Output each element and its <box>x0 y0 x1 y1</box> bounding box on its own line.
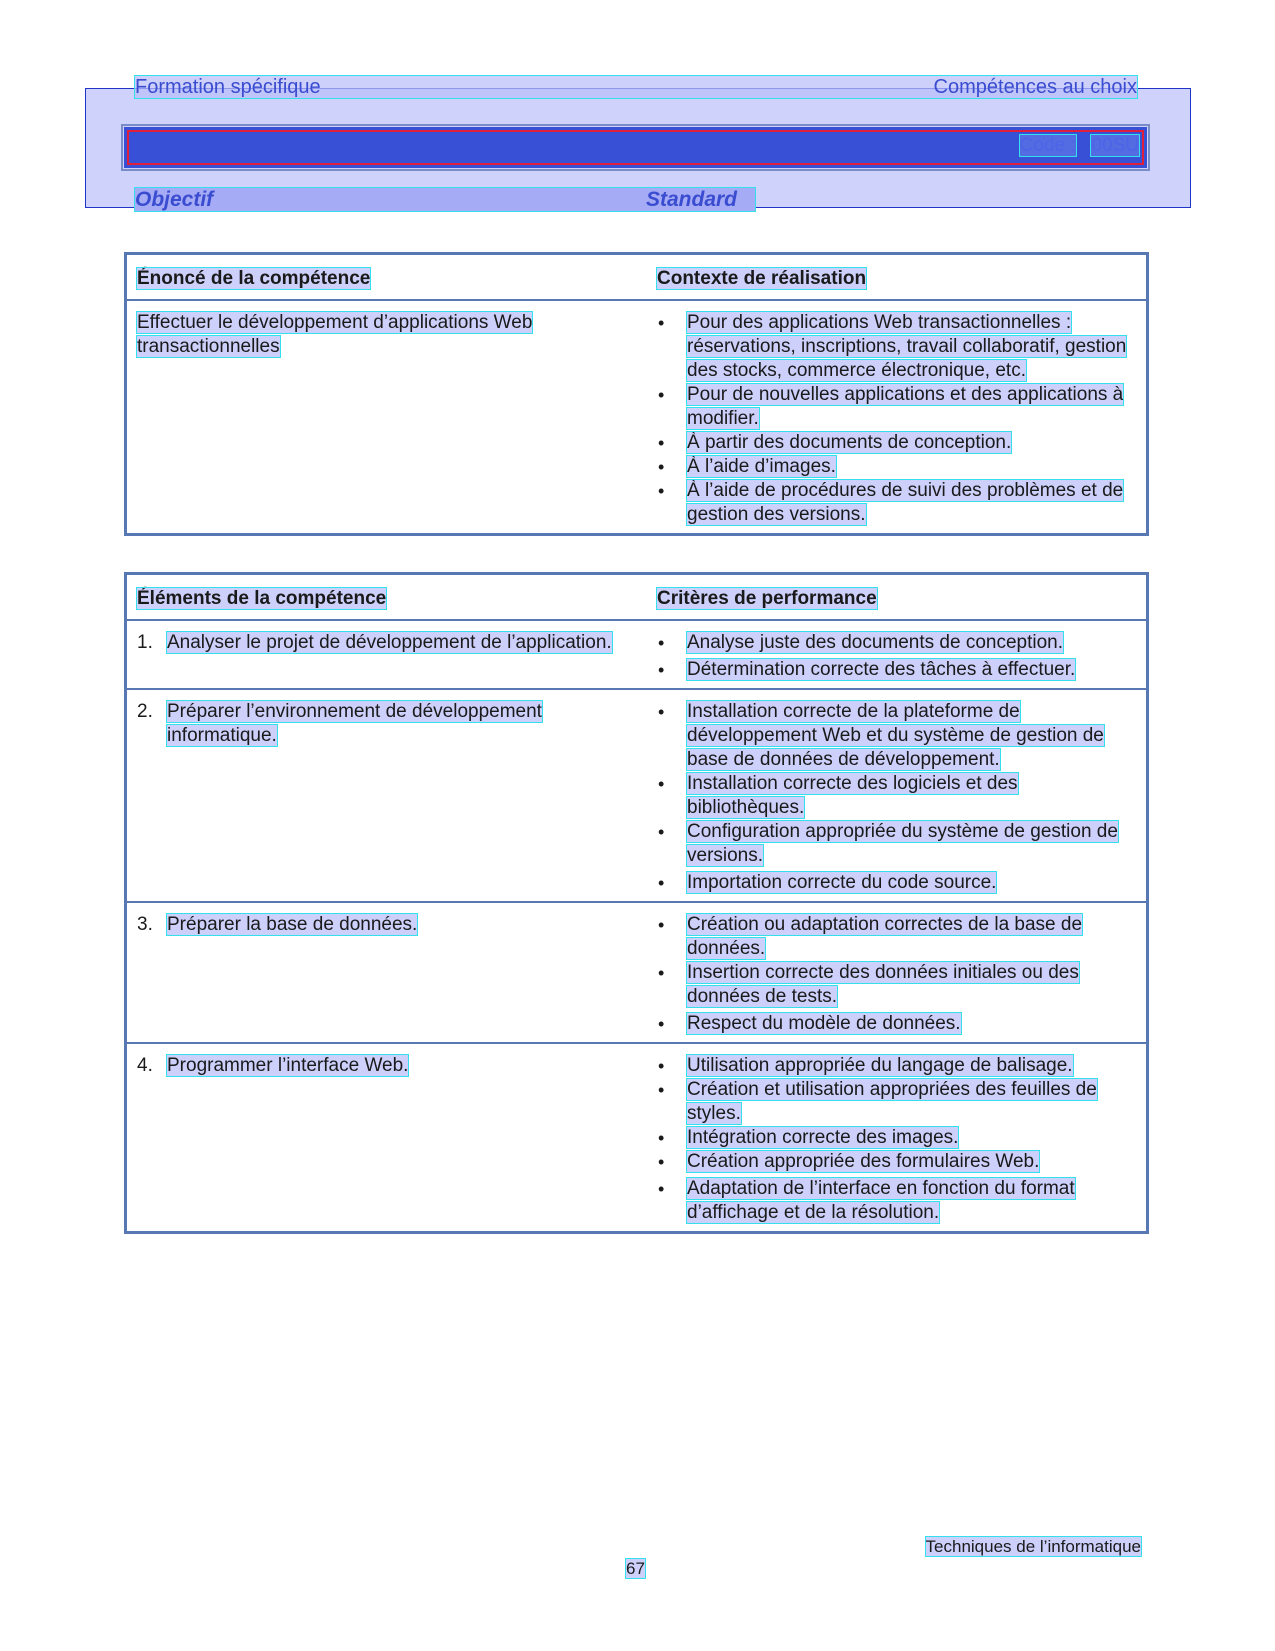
critere-text: Configuration appropriée du système de gestion de versions. <box>687 821 1118 866</box>
table-row <box>126 902 1148 1043</box>
critere-text: Importation correcte du code source. <box>687 872 997 893</box>
criteres-cell <box>647 689 1148 902</box>
contexte-item-text: Pour des applications Web transactionnelles : réservations, inscriptions, travail collaboratif, gestion des stocks, commerce électronique, etc. <box>687 312 1127 381</box>
contexte-item-text: À l’aide d’images. <box>687 456 836 477</box>
running-header-band <box>135 76 1137 98</box>
list-item <box>657 455 1136 479</box>
critere-text: Installation correcte de la plateforme de développement Web et du système de gestion de base de données de développement. <box>687 701 1104 770</box>
critere-text: Installation correcte des logiciels et des bibliothèques. <box>687 773 1018 818</box>
running-header-left: Formation spécifique <box>135 76 321 98</box>
table-row <box>126 1043 1148 1233</box>
list-item <box>657 431 1136 455</box>
element-text: Analyser le projet de développement de l’application. <box>167 632 612 653</box>
element-number: 1. <box>137 632 153 653</box>
header-cell-elements <box>126 574 648 621</box>
header-cell-criteres <box>647 574 1148 621</box>
header-cell-contexte <box>647 254 1148 301</box>
list-item <box>657 1126 1136 1150</box>
contexte-list <box>657 311 1136 527</box>
critere-text: Insertion correcte des données initiales ou des données de tests. <box>687 962 1079 1007</box>
objectif-label: Objectif <box>135 188 214 211</box>
code-label: Code : <box>1019 135 1076 156</box>
critere-text: Analyse juste des documents de conception. <box>687 632 1064 653</box>
element-cell <box>126 902 648 1043</box>
code-bar <box>124 127 1147 168</box>
element-text: Programmer l’interface Web. <box>167 1055 409 1076</box>
element-cell <box>126 620 648 689</box>
table-row <box>126 689 1148 902</box>
list-item <box>657 1054 1136 1078</box>
header-cell-enonce <box>126 254 648 301</box>
criteres-list <box>657 913 1136 1036</box>
competence-table <box>124 252 1149 536</box>
list-item <box>657 871 1136 895</box>
element-item <box>137 913 637 937</box>
table-header-row <box>126 574 1148 621</box>
critere-text: Respect du modèle de données. <box>687 1013 961 1034</box>
element-text: Préparer la base de données. <box>167 914 418 935</box>
list-item <box>657 820 1136 868</box>
critere-text: Création appropriée des formulaires Web. <box>687 1151 1040 1172</box>
critere-text: Détermination correcte des tâches à effectuer. <box>687 659 1076 680</box>
page-number-text: 67 <box>626 1559 645 1578</box>
contexte-item-text: À partir des documents de conception. <box>687 432 1012 453</box>
footer-program <box>926 1537 1141 1557</box>
element-number: 3. <box>137 914 153 935</box>
contexte-cell <box>647 300 1148 535</box>
code-value: 00SU <box>1091 135 1139 156</box>
list-item <box>657 658 1136 682</box>
list-item <box>657 479 1136 527</box>
list-item <box>657 1012 1136 1036</box>
list-item <box>657 961 1136 1009</box>
element-item <box>137 700 637 748</box>
table-row <box>126 620 1148 689</box>
critere-text: Utilisation appropriée du langage de balisage. <box>687 1055 1073 1076</box>
criteres-list <box>657 1054 1136 1225</box>
list-item <box>657 631 1136 655</box>
criteres-cell <box>647 620 1148 689</box>
list-item <box>657 1150 1136 1174</box>
list-item <box>657 1177 1136 1225</box>
element-cell <box>126 1043 648 1233</box>
list-item <box>657 311 1136 383</box>
list-item <box>657 772 1136 820</box>
contexte-item-text: Pour de nouvelles applications et des applications à modifier. <box>687 384 1124 429</box>
table-row <box>126 300 1148 535</box>
critere-text: Création ou adaptation correctes de la base de données. <box>687 914 1083 959</box>
critere-text: Intégration correcte des images. <box>687 1127 959 1148</box>
element-number: 2. <box>137 701 153 722</box>
page-number <box>626 1559 645 1579</box>
list-item <box>657 913 1136 961</box>
enonce-header: Énoncé de la compétence <box>137 268 371 289</box>
critere-text: Adaptation de l’interface en fonction du format d’affichage et de la résolution. <box>687 1178 1075 1223</box>
standard-label: Standard <box>646 188 738 211</box>
critere-text: Création et utilisation appropriées des feuilles de styles. <box>687 1079 1097 1124</box>
list-item <box>657 383 1136 431</box>
criteres-list <box>657 700 1136 895</box>
criteres-header: Critères de performance <box>657 588 877 609</box>
element-cell <box>126 689 648 902</box>
criteres-cell <box>647 1043 1148 1233</box>
element-text: Préparer l’environnement de développement informatique. <box>167 701 542 746</box>
list-item <box>657 700 1136 772</box>
element-item <box>137 631 637 655</box>
contexte-item-text: À l’aide de procédures de suivi des problèmes et de gestion des versions. <box>687 480 1124 525</box>
elements-table <box>124 572 1149 1234</box>
contexte-header: Contexte de réalisation <box>657 268 867 289</box>
enonce-cell <box>126 300 648 535</box>
list-item <box>657 1078 1136 1126</box>
footer-program-text: Techniques de l’informatique <box>925 1537 1141 1556</box>
enonce-text: Effectuer le développement d’applications Web transactionnelles <box>137 312 533 357</box>
code-bar-frame <box>127 130 1144 165</box>
criteres-cell <box>647 902 1148 1043</box>
criteres-list <box>657 631 1136 682</box>
element-item <box>137 1054 637 1078</box>
elements-header: Éléments de la compétence <box>137 588 387 609</box>
running-header-right: Compétences au choix <box>933 76 1137 98</box>
code-field <box>1020 135 1139 157</box>
element-number: 4. <box>137 1055 153 1076</box>
table-header-row <box>126 254 1148 301</box>
